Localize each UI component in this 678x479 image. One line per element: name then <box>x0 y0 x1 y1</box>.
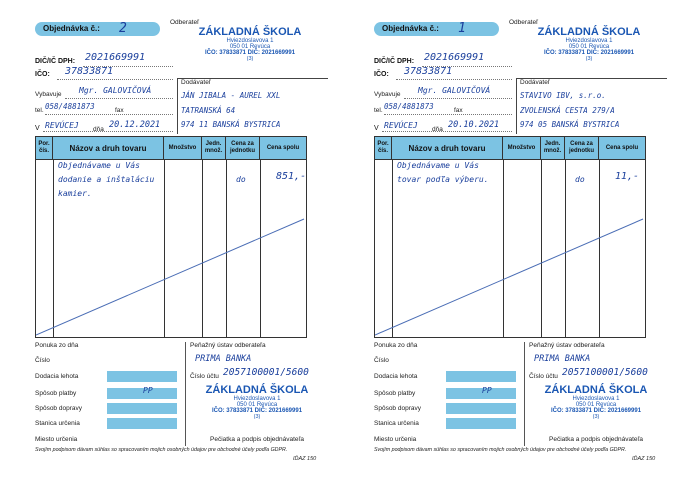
item-line1: Objednávame u Vás <box>397 161 479 170</box>
date-label: dňa <box>93 126 104 133</box>
school-name: ZÁKLADNÁ ŠKOLA <box>198 26 302 38</box>
col-mnozstvo: Množstvo <box>164 137 202 159</box>
place-label: V <box>35 125 40 132</box>
item-line3: kamier. <box>58 189 92 198</box>
item-line2: dodanie a inštaláciu <box>58 175 155 184</box>
tel-label: tel. <box>374 107 383 114</box>
stamp-ids: IČO: 37833871 DIČ: 2021669991 <box>211 408 303 414</box>
vybavuje-label: Vybavuje <box>35 91 62 98</box>
item-total: 11,- <box>615 171 640 182</box>
place-line <box>382 131 512 132</box>
school-city: 050 01 Revúca <box>568 44 610 50</box>
platba-label: Spôsob platby <box>374 390 416 397</box>
order-number-label: Objednávka č.: <box>43 24 100 33</box>
tel-line <box>384 114 512 115</box>
dic-dph-value: 2021669991 <box>424 52 485 63</box>
stamp-school-name: ZÁKLADNÁ ŠKOLA <box>205 384 309 396</box>
stamp-city: 050 01 Revúca <box>236 402 278 408</box>
cancel-diagonal <box>375 159 645 337</box>
stamp-num: (3) <box>592 414 600 420</box>
ponuka-label: Ponuka zo dňa <box>374 342 418 349</box>
vybavuje-value: Mgr. GALOVIČOVÁ <box>418 86 491 95</box>
order-number-value: 1 <box>458 21 466 36</box>
supplier-line1: STAVIVO IBV, s.r.o. <box>520 91 606 100</box>
date-value: 20.10.2021 <box>448 120 500 130</box>
form-code: IĎAZ 150 <box>632 456 656 462</box>
place-label: V <box>374 125 379 132</box>
fax-label: fax <box>454 107 463 114</box>
platba-value: PP <box>143 386 153 395</box>
supplier-line3: 974 11 BANSKÁ BYSTRICA <box>181 120 281 129</box>
gdpr-consent: Svojím podpisom dávam súhlas so spracovaním mojich osobných údajov pre obchodné účely podľa GDPR. <box>35 447 288 453</box>
col-jedn: Jedn. množ. <box>541 137 565 159</box>
school-ids: IČO: 37833871 DIČ: 2021669991 <box>543 50 635 56</box>
doprava-label: Spôsob dopravy <box>35 405 82 412</box>
dic-dph-label: DIČ/IČ DPH: <box>374 58 415 65</box>
dic-dph-value: 2021669991 <box>85 52 146 63</box>
tel-label: tel. <box>35 107 44 114</box>
orderer-label: Odberateľ <box>170 19 199 26</box>
stamp-street: Hviezdoslavova 1 <box>233 396 281 402</box>
supplier-label: Dodávateľ <box>181 79 211 86</box>
place-line <box>43 131 173 132</box>
school-num: (3) <box>585 56 593 62</box>
col-nazov: Názov a druh tovaru <box>53 137 164 159</box>
item-unit: do <box>575 175 585 184</box>
col-cena-jedn: Cena za jednotku <box>565 137 599 159</box>
item-line2: tovar podľa výberu. <box>397 175 489 184</box>
bank-label: Peňažný ústav odberateľa <box>190 342 266 349</box>
order-number-value: 2 <box>119 21 127 36</box>
doprava-field <box>446 403 516 414</box>
school-name: ZÁKLADNÁ ŠKOLA <box>537 26 641 38</box>
dodacia-label: Dodacia lehota <box>35 373 79 380</box>
cislo-label: Číslo <box>35 357 50 364</box>
ico-value: 37833871 <box>65 66 114 77</box>
signature-label: Pečiatka a podpis objednávateľa <box>210 436 305 443</box>
bank-value: PRIMA BANKA <box>195 354 252 364</box>
bank-label: Peňažný ústav odberateľa <box>529 342 605 349</box>
doprava-label: Spôsob dopravy <box>374 405 421 412</box>
date-label: dňa <box>432 126 443 133</box>
item-unit: do <box>236 175 246 184</box>
ico-line <box>57 79 173 80</box>
school-stamp <box>514 26 664 62</box>
vybavuje-line <box>65 98 173 99</box>
fax-label: fax <box>115 107 124 114</box>
item-total: 851,- <box>276 171 307 182</box>
supplier-line2: TATRANSKÁ 64 <box>181 106 236 115</box>
stamp-num: (3) <box>253 414 261 420</box>
platba-field <box>107 388 177 399</box>
school-city: 050 01 Revúca <box>229 44 271 50</box>
ico-label: IČO: <box>35 71 50 78</box>
school-street: Hviezdoslavova 1 <box>565 38 613 44</box>
stanica-label: Stanica určenia <box>35 420 80 427</box>
col-jedn: Jedn. množ. <box>202 137 226 159</box>
col-nazov: Názov a druh tovaru <box>392 137 503 159</box>
ucet-label: Číslo účtu <box>190 373 219 380</box>
ucet-value: 2057100001/5600 <box>562 367 648 378</box>
bank-value: PRIMA BANKA <box>534 354 591 364</box>
school-num: (3) <box>246 56 254 62</box>
stamp-school-name: ZÁKLADNÁ ŠKOLA <box>544 384 648 396</box>
tel-line <box>45 114 173 115</box>
vybavuje-value: Mgr. GALOVIČOVÁ <box>79 86 152 95</box>
supplier-line3: 974 05 BANSKÁ BYSTRICA <box>520 120 620 129</box>
bottom-divider <box>524 342 525 446</box>
miesto-label: Miesto určenia <box>374 436 417 443</box>
place-value: REVÚCEJ <box>45 121 79 130</box>
order-form-left <box>35 18 327 460</box>
gdpr-consent: Svojím podpisom dávam súhlas so spracovaním mojich osobných údajov pre obchodné účely podľa GDPR. <box>374 447 627 453</box>
cislo-label: Číslo <box>374 357 389 364</box>
ico-value: 37833871 <box>404 66 453 77</box>
signature-label: Pečiatka a podpis objednávateľa <box>549 436 644 443</box>
stamp-street: Hviezdoslavova 1 <box>572 396 620 402</box>
tel-value: 058/4881873 <box>384 102 434 111</box>
school-street: Hviezdoslavova 1 <box>226 38 274 44</box>
ucet-value: 2057100001/5600 <box>223 367 309 378</box>
stanica-field <box>107 418 177 429</box>
bottom-divider <box>185 342 186 446</box>
place-value: REVÚCEJ <box>384 121 418 130</box>
bottom-school-stamp <box>187 384 327 420</box>
supplier-line2: ZVOLENSKÁ CESTA 279/A <box>520 106 615 115</box>
doprava-field <box>107 403 177 414</box>
col-cena-jedn: Cena za jednotku <box>226 137 260 159</box>
cancel-diagonal <box>36 159 306 337</box>
col-por: Por. čís. <box>375 137 392 159</box>
ponuka-label: Ponuka zo dňa <box>35 342 79 349</box>
dic-dph-label: DIČ/IČ DPH: <box>35 58 76 65</box>
dodacia-field <box>107 371 177 382</box>
col-cena-spolu: Cena spolu <box>260 137 306 159</box>
school-stamp <box>175 26 325 62</box>
platba-field <box>446 388 516 399</box>
supplier-label: Dodávateľ <box>520 79 550 86</box>
order-number-label: Objednávka č.: <box>382 24 439 33</box>
supplier-line1: JÁN JIBALA - AUREL XXL <box>181 91 281 100</box>
stamp-city: 050 01 Revúca <box>575 402 617 408</box>
orderer-label: Odberateľ <box>509 19 538 26</box>
school-ids: IČO: 37833871 DIČ: 2021669991 <box>204 50 296 56</box>
order-form-right <box>374 18 666 460</box>
ico-line <box>396 79 512 80</box>
vybavuje-label: Vybavuje <box>374 91 401 98</box>
items-table <box>374 136 646 338</box>
miesto-label: Miesto určenia <box>35 436 78 443</box>
col-por: Por. čís. <box>36 137 53 159</box>
dodacia-field <box>446 371 516 382</box>
col-cena-spolu: Cena spolu <box>599 137 645 159</box>
item-line1: Objednávame u Vás <box>58 161 140 170</box>
platba-label: Spôsob platby <box>35 390 77 397</box>
stanica-field <box>446 418 516 429</box>
date-value: 20.12.2021 <box>109 120 161 130</box>
col-mnozstvo: Množstvo <box>503 137 541 159</box>
form-code: IĎAZ 150 <box>293 456 317 462</box>
ico-label: IČO: <box>374 71 389 78</box>
stanica-label: Stanica určenia <box>374 420 419 427</box>
dodacia-label: Dodacia lehota <box>374 373 418 380</box>
bottom-school-stamp <box>526 384 666 420</box>
vybavuje-line <box>404 98 512 99</box>
items-table <box>35 136 307 338</box>
platba-value: PP <box>482 386 492 395</box>
ucet-label: Číslo účtu <box>529 373 558 380</box>
stamp-ids: IČO: 37833871 DIČ: 2021669991 <box>550 408 642 414</box>
tel-value: 058/4881873 <box>45 102 95 111</box>
